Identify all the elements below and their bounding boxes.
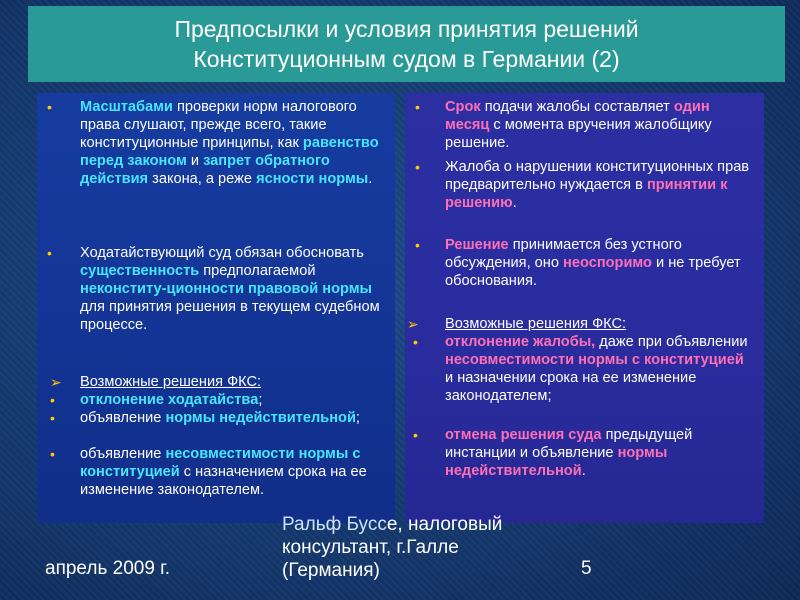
- text-fragment: для принятия решения в текущем судебном процессе.: [80, 299, 380, 333]
- left-bullet-2: [37, 244, 395, 334]
- text-fragment: .: [368, 171, 373, 187]
- text-fragment: закона, а реже: [148, 171, 257, 187]
- bullet-dot-icon: •: [47, 245, 52, 261]
- bullet-dot-icon: •: [47, 99, 52, 115]
- text-fragment: даже при объявлении: [595, 334, 748, 350]
- text-fragment: отклонение жалобы,: [445, 334, 596, 350]
- bullet-dot-icon: •: [50, 446, 55, 462]
- right-sub-1: [405, 333, 764, 405]
- footer-date: апрель 2009 г.: [45, 558, 171, 579]
- bullet-dot-icon: •: [50, 392, 55, 408]
- text-fragment: ясности нормы: [256, 171, 369, 187]
- text-fragment: неоспоримо: [563, 255, 652, 271]
- bullet-dot-icon: •: [415, 99, 420, 115]
- text-fragment: ;: [258, 392, 263, 408]
- text-fragment: несовместимости нормы с конституцией: [445, 352, 744, 368]
- title-line-1: Предпосылки и условия принятия решений: [174, 16, 639, 42]
- text-fragment: равенство перед законом: [80, 135, 379, 169]
- text-fragment: проверки норм налогового права слушают, прежде всего, такие конституционные принципы, как: [80, 99, 357, 151]
- text-fragment: один месяц: [445, 99, 710, 133]
- left-sub-2: [37, 409, 395, 427]
- text-fragment: объявление: [80, 446, 166, 462]
- right-options-heading: Возможные решения ФКС:: [445, 316, 627, 332]
- text-fragment: и: [186, 153, 204, 169]
- text-fragment: предыдущей инстанции и объявление: [445, 427, 693, 461]
- text-fragment: отмена решения суда: [445, 427, 602, 443]
- bullet-dot-icon: •: [415, 237, 420, 253]
- left-sub-3: [37, 445, 395, 499]
- bullet-dot-icon: •: [413, 427, 418, 443]
- text-fragment: Ходатайствующий суд обязан обосновать: [80, 245, 364, 261]
- title-line-2: Конституционным судом в Германии (2): [193, 46, 620, 72]
- author-name-part: Ральф Бусс: [282, 514, 387, 535]
- right-bullet-2: [405, 158, 764, 212]
- text-fragment: предполагаемой: [199, 263, 316, 279]
- arrow-bullet-icon: ➢: [407, 316, 419, 332]
- text-fragment: нормы недействительной: [445, 445, 668, 479]
- text-fragment: нормы недействительной: [165, 410, 356, 426]
- text-fragment: Масштабами: [80, 99, 173, 115]
- text-fragment: Решение: [445, 237, 509, 253]
- text-fragment: принимается без устного обсуждения, оно: [445, 237, 682, 271]
- text-fragment: и не требует обоснования.: [445, 255, 741, 289]
- text-fragment: запрет обратного действия: [80, 153, 330, 187]
- arrow-bullet-icon: ➢: [50, 374, 62, 390]
- right-sub-2: [405, 426, 764, 480]
- right-arrow-heading: [405, 315, 764, 333]
- bullet-dot-icon: •: [413, 334, 418, 350]
- text-fragment: ;: [355, 410, 360, 426]
- text-fragment: .: [512, 195, 517, 211]
- right-bullet-3: [405, 236, 764, 290]
- text-fragment: принятии к решению: [445, 177, 728, 211]
- text-fragment: неконститу-ционности правовой нормы: [80, 281, 372, 297]
- left-arrow-heading: [37, 373, 395, 391]
- text-fragment: несовместимости нормы с конституцией: [80, 446, 361, 480]
- text-fragment: с назначением срока на ее изменение законодателем.: [80, 464, 367, 498]
- text-fragment: с момента вручения жалобщику решение.: [445, 117, 712, 151]
- text-fragment: подачи жалобы составляет: [480, 99, 674, 115]
- bullet-dot-icon: •: [415, 159, 420, 175]
- slide-title: [28, 6, 785, 82]
- text-fragment: существенность: [80, 263, 200, 279]
- text-fragment: Срок: [445, 99, 481, 115]
- text-fragment: Жалоба о нарушении конституционных прав предварительно нуждается в: [445, 159, 750, 193]
- author-rest: е, налоговый консультант, г.Галле (Германия): [282, 514, 503, 581]
- text-fragment: объявление: [80, 410, 166, 426]
- left-bullet-1: [37, 98, 395, 188]
- left-sub-1: [37, 391, 395, 409]
- left-panel: [37, 93, 395, 523]
- page-number: 5: [581, 558, 592, 579]
- text-fragment: .: [581, 463, 586, 479]
- bullet-dot-icon: •: [50, 410, 55, 426]
- text-fragment: и назначении срока на ее изменение законодателем;: [445, 370, 697, 404]
- right-panel: [405, 93, 764, 523]
- text-fragment: отклонение ходатайства: [80, 392, 259, 408]
- left-options-heading: Возможные решения ФКС:: [80, 374, 262, 390]
- right-bullet-1: [405, 98, 764, 152]
- footer-author: [282, 513, 522, 582]
